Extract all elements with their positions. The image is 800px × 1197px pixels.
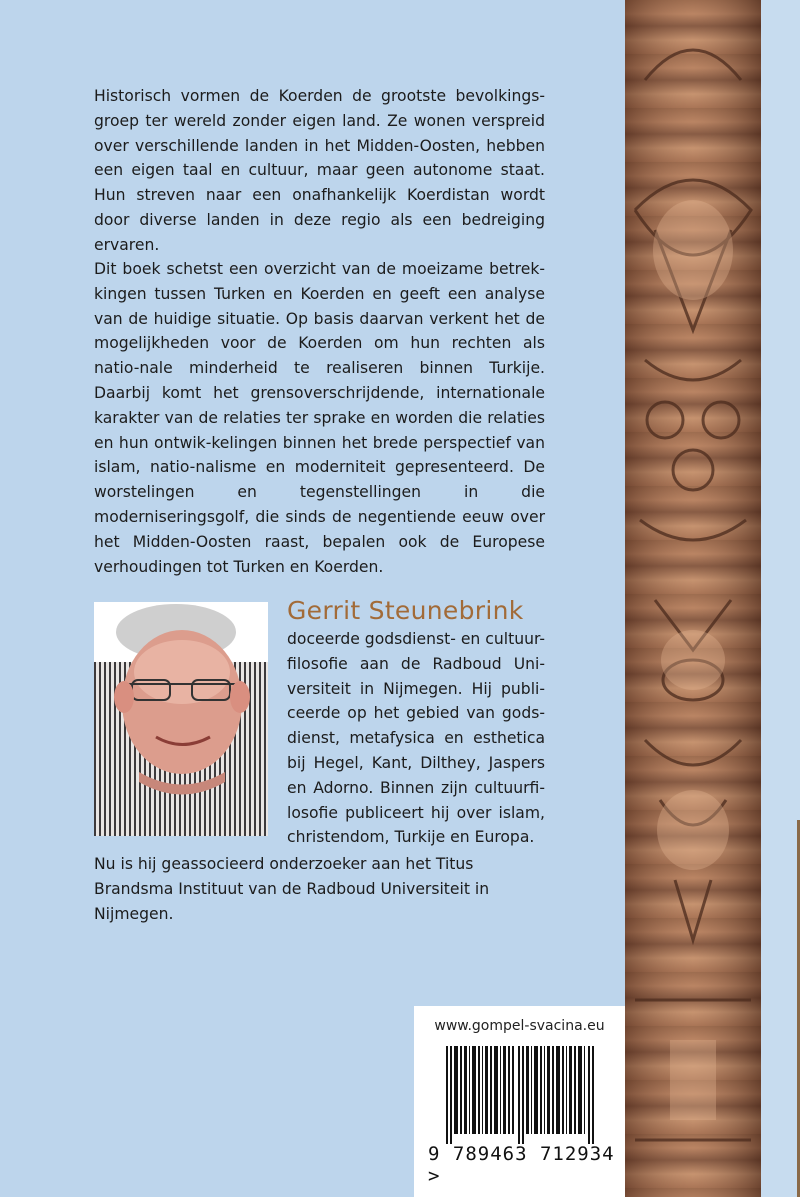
isbn-barcode bbox=[446, 1046, 598, 1144]
author-photo bbox=[94, 602, 268, 836]
author-bio-side: doceerde godsdienst- en cultuur-filosofie aan de Radboud Uni-versiteit in Nijmegen. Hij publi-ceerde op het gebied van gods-dienst, metafysica en esthetica bij Hegel, Kant, Dilthey, Jaspers en Adorno. Binnen zijn cultuurfi-losofie publiceert hij over islam, christendom, Turkije en Europa. bbox=[287, 630, 545, 847]
author-name: Gerrit Steunebrink bbox=[287, 596, 524, 625]
isbn-number: 9 789463 712934 > bbox=[428, 1143, 615, 1187]
author-bio-continued: Nu is hij geassocieerd onderzoeker aan het Titus Brandsma Instituut van de Radboud Universiteit in Nijmegen. bbox=[94, 855, 490, 923]
description-paragraph-1: Historisch vormen de Koerden de grootste bevolkings-groep ter wereld zonder eigen land. Ze wonen verspreid over verschillende landen in het Midden-Oosten, hebben een eigen taal en cultuur, maar geen autonome staat. Hun streven naar een onafhankelijk Koerdistan wordt door diverse landen in deze regio als een bedreiging ervaren. bbox=[94, 87, 545, 254]
description-paragraph-2: Dit boek schetst een overzicht van de moeizame betrek-kingen tussen Turken en Koerden en geeft een analyse van de huidige situatie. Op basis daarvan verkent het de mogelijkheden voor de Koerden om hun rechten als natio-nale minderheid te realiseren binnen Turkije. Daarbij komt het grensoverschrijdende, internationale karakter van de relaties ter sprake en worden die relaties en hun ontwik-kelingen binnen het brede perspectief van islam, natio-nalisme en moderniteit gepresenteerd. De worstelingen en tegenstellingen in die moderniseringsgolf, die sinds de negentiende eeuw over het Midden-Oosten raast, bepalen ook de Europese verhoudingen tot Turken en Koerden. bbox=[94, 260, 545, 576]
right-edge-strip bbox=[761, 0, 800, 1197]
publisher-website: www.gompel-svacina.eu bbox=[434, 1018, 605, 1034]
carved-stone-column-image bbox=[625, 0, 761, 1197]
barcode-panel bbox=[414, 1006, 625, 1197]
